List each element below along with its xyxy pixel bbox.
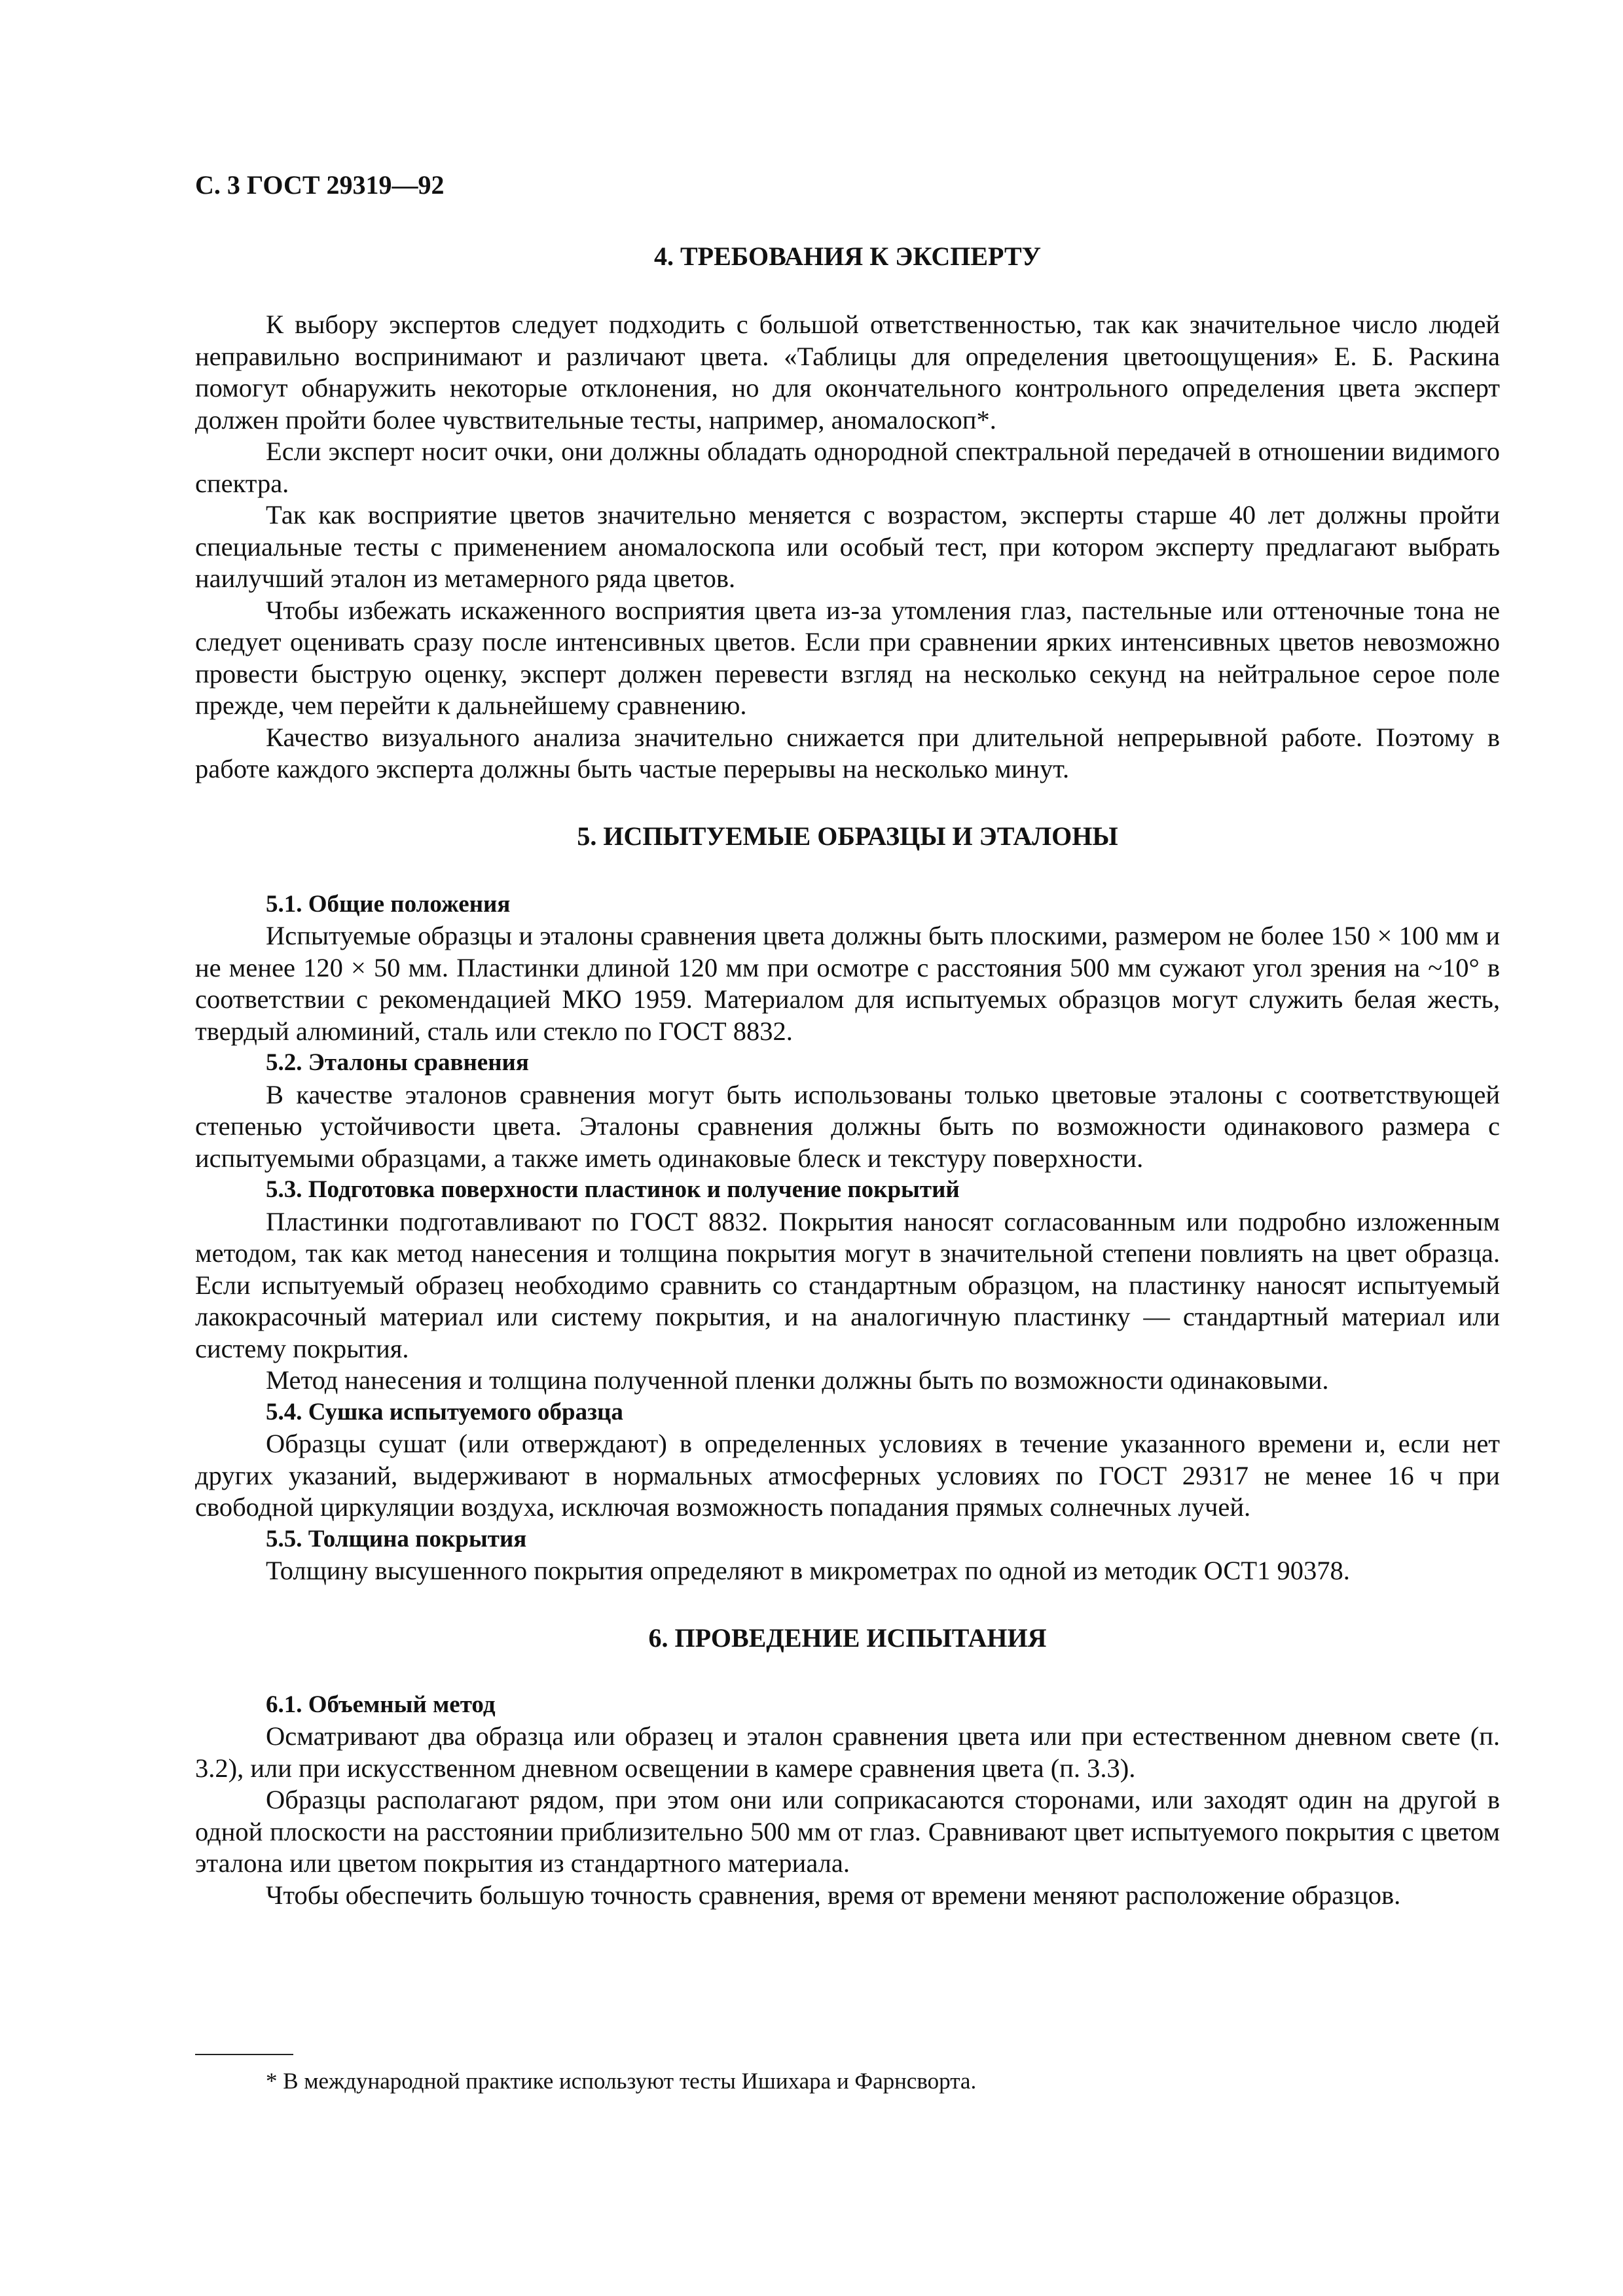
subsection-heading-5-4: 5.4. Сушка испытуемого образца xyxy=(266,1398,623,1426)
paragraph: Чтобы обеспечить большую точность сравнения, время от времени меняют расположение образцов. xyxy=(266,1880,1401,1910)
paragraph: Так как восприятие цветов значительно меняется с возрастом, эксперты старше 40 лет должны пройти специальные тесты с применением аномалоскопа или особый тест, при котором эксперту предлагают выбрать наилучший эталон из метамерного ряда цветов. xyxy=(195,500,1500,593)
subsection-heading-5-1: 5.1. Общие положения xyxy=(266,890,511,918)
paragraph: В качестве эталонов сравнения могут быть использованы только цветовые эталоны с соответствующей степенью устойчивости цвета. Эталоны сравнения должны быть по возможности одинакового размера с испытуемыми образцами, а также иметь одинаковые блеск и текстуру поверхности. xyxy=(195,1079,1500,1173)
section-4-title: 4. ТРЕБОВАНИЯ К ЭКСПЕРТУ xyxy=(653,242,1041,271)
paragraph: Метод нанесения и толщина полученной пленки должны быть по возможности одинаковыми. xyxy=(266,1365,1329,1395)
section-6-title: 6. ПРОВЕДЕНИЕ ИСПЫТАНИЯ xyxy=(648,1623,1047,1653)
paragraph: Образцы располагают рядом, при этом они или соприкасаются сторонами, или заходят один на другой в одной плоскости на расстоянии приблизительно 500 мм от глаз. Сравнивают цвет испытуемого покрытия с цветом эталона или цветом покрытия из стандартного материала. xyxy=(195,1785,1500,1878)
paragraph: Пластинки подготавливают по ГОСТ 8832. Покрытия наносят согласованным или подробно изложенным методом, так как метод нанесения и толщина покрытия могут в значительной степени повлиять на цвет образца. Если испытуемый образец необходимо сравнить со стандартным образцом, на пластинку наносят испытуемый лакокрасочный материал или систему покрытия, и на аналогичную пластинку — стандартный материал или систему покрытия. xyxy=(195,1206,1500,1363)
paragraph: Образцы сушат (или отверждают) в определенных условиях в течение указанного времени и, если нет других указаний, выдерживают в нормальных атмосферных условиях по ГОСТ 29317 не менее 16 ч при свободной циркуляции воздуха, исключая возможность попадания прямых солнечных лучей. xyxy=(195,1429,1500,1522)
paragraph: Толщину высушенного покрытия определяют в микрометрах по одной из методик ОСТ1 90378. xyxy=(266,1556,1350,1585)
running-head: С. 3 ГОСТ 29319—92 xyxy=(195,170,445,200)
paragraph: Если эксперт носит очки, они должны обладать однородной спектральной передачей в отношении видимого спектра. xyxy=(195,437,1500,498)
paragraph: Испытуемые образцы и эталоны сравнения цвета должны быть плоскими, размером не более 150 × 100 мм и не менее 120 × 50 мм. Пластинки длиной 120 мм при осмотре с расстояния 500 мм сужают угол зрения на ~10° в соответствии с рекомендацией МКО 1959. Материалом для испытуемых образцов могут служить белая жесть, твердый алюминий, сталь или стекло по ГОСТ 8832. xyxy=(195,921,1500,1046)
subsection-heading-5-2: 5.2. Эталоны сравнения xyxy=(266,1049,529,1076)
paragraph: К выбору экспертов следует подходить с большой ответственностью, так как значительное число людей неправильно воспринимают и различают цвета. «Таблицы для определения цветоощущения» Е. Б. Раскина помогут обнаружить некоторые отклонения, но для окончательного контрольного определения цвета эксперт должен пройти более чувствительные тесты, например, аномалоскоп*. xyxy=(195,310,1500,435)
section-5-title: 5. ИСПЫТУЕМЫЕ ОБРАЗЦЫ И ЭТАЛОНЫ xyxy=(577,821,1118,851)
subsection-heading-5-5: 5.5. Толщина покрытия xyxy=(266,1525,527,1552)
page-body xyxy=(195,169,1500,1911)
paragraph: Осматривают два образца или образец и эталон сравнения цвета или при естественном дневном свете (п. 3.2), или при искусственном дневном освещении в камере сравнения цвета (п. 3.3). xyxy=(195,1721,1500,1783)
footnote-divider xyxy=(195,2054,293,2055)
subsection-heading-5-3: 5.3. Подготовка поверхности пластинок и получение покрытий xyxy=(266,1176,960,1203)
paragraph: Качество визуального анализа значительно снижается при длительной непрерывной работе. Поэтому в работе каждого эксперта должны быть частые перерывы на несколько минут. xyxy=(195,722,1500,783)
subsection-heading-6-1: 6.1. Объемный метод xyxy=(266,1691,496,1718)
footnote: * В международной практике используют тесты Ишихара и Фарнсворта. xyxy=(266,2068,977,2094)
paragraph: Чтобы избежать искаженного восприятия цвета из-за утомления глаз, пастельные или оттеночные тона не следует оценивать сразу после интенсивных цветов. Если при сравнении ярких интенсивных цветов невозможно провести быструю оценку, эксперт должен перевести взгляд на несколько секунд на нейтральное серое поле прежде, чем перейти к дальнейшему сравнению. xyxy=(195,595,1500,720)
